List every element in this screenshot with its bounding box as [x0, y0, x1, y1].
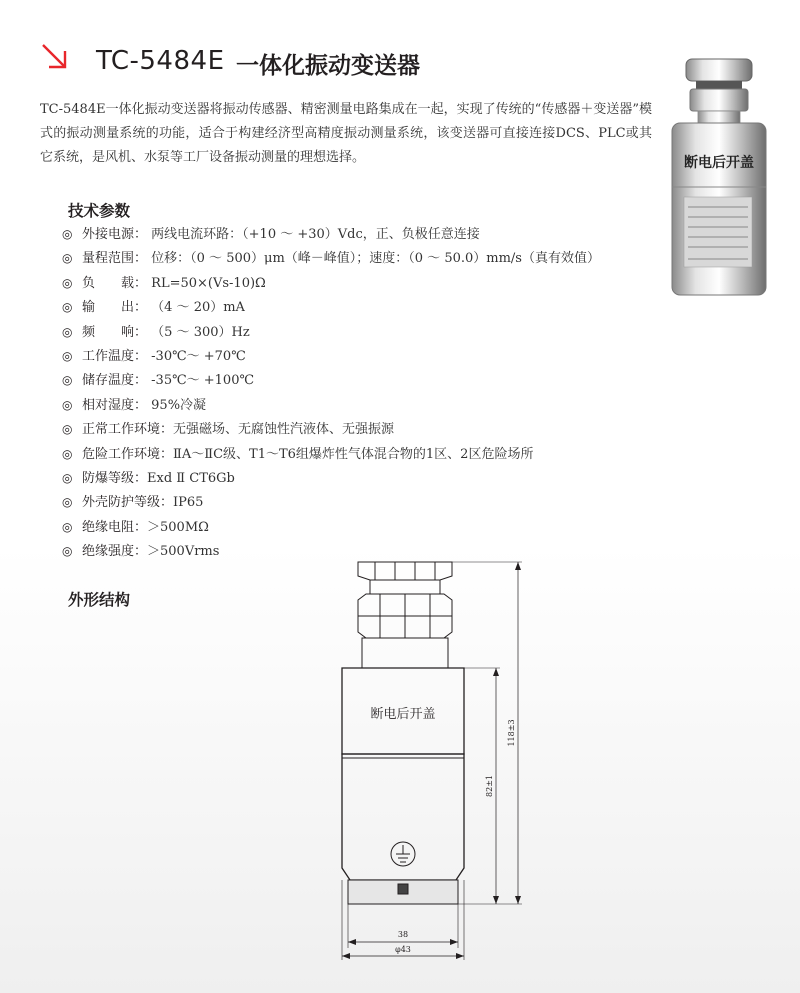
- spec-value: ⅡA～ⅡC级、T1～T6组爆炸性气体混合物的1区、2区危险场所: [173, 446, 534, 462]
- bullet-icon: ◎: [62, 324, 73, 339]
- spec-value: 无强磁场、无腐蚀性汽液体、无强振源: [173, 422, 395, 438]
- spec-item: [62, 466, 682, 490]
- spec-value: 两线电流环路：（+10 ～ +30）Vdc，正、负极任意连接: [151, 227, 480, 242]
- spec-item: [62, 490, 682, 514]
- spec-label: 危险工作环境：: [82, 446, 174, 462]
- dim-diameter-label: φ43: [395, 945, 411, 954]
- spec-item: [62, 222, 682, 246]
- spec-value: ＞500Vrms: [147, 544, 220, 560]
- spec-item: [62, 515, 682, 539]
- spec-value: -35℃～ +100℃: [151, 373, 255, 389]
- bullet-icon: ◎: [62, 470, 73, 485]
- spec-item: [62, 368, 682, 392]
- intro-paragraph: TC-5484E一体化振动变送器将振动传感器、精密测量电路集成在一起，实现了传统的“传感器＋变送器”模式的振动测量系统的功能，适合于构建经济型高精度振动测量系统，该变送器可直接连接DCS、PLC或其它系统，是风机、水泵等工厂设备振动测量的理想选择。: [40, 102, 652, 165]
- dim-base-label: 38: [397, 930, 409, 939]
- spec-label: 外壳防护等级：: [82, 495, 174, 511]
- specs-heading: 技术参数: [68, 202, 131, 220]
- spec-item: [62, 246, 682, 270]
- product-photo: [664, 55, 774, 300]
- spec-label: 防爆等级：: [82, 470, 148, 486]
- bullet-icon: ◎: [62, 275, 73, 290]
- spec-label: 外接电源：: [82, 227, 148, 242]
- product-model: TC-5484E: [96, 46, 225, 76]
- bullet-icon: ◎: [62, 544, 73, 559]
- bullet-icon: ◎: [62, 495, 73, 510]
- spec-value: RL=50×(Vs-10)Ω: [151, 275, 266, 291]
- spec-value: IP65: [173, 495, 204, 511]
- spec-value: -30℃～ +70℃: [151, 348, 246, 364]
- spec-label: 正常工作环境：: [82, 422, 174, 438]
- spec-value: 位移：（0 ～ 500）μm（峰－峰值）；速度：（0 ～ 50.0）mm/s（真有效值）: [151, 251, 600, 267]
- drawing-cap-label: 断电后开盖: [370, 707, 436, 722]
- spec-label: 输 出：: [82, 300, 148, 316]
- bullet-icon: ◎: [62, 300, 73, 315]
- arrow-down-right-icon: [40, 42, 70, 72]
- structure-heading: 外形结构: [68, 591, 131, 609]
- bullet-icon: ◎: [62, 519, 73, 534]
- spec-item: [62, 271, 682, 295]
- bullet-icon: ◎: [62, 227, 73, 241]
- spec-item: [62, 393, 682, 417]
- spec-label: 储存温度：: [82, 373, 148, 389]
- spec-item: [62, 320, 682, 344]
- spec-value: 95%冷凝: [151, 397, 207, 413]
- product-name: 一体化振动变送器: [236, 53, 420, 79]
- spec-value: Exd Ⅱ CT6Gb: [147, 470, 235, 486]
- spec-label: 负 载：: [82, 275, 148, 291]
- spec-label: 绝缘强度：: [82, 544, 148, 560]
- bullet-icon: ◎: [62, 422, 73, 437]
- spec-value: ＞500MΩ: [147, 519, 209, 535]
- outline-drawing: [300, 548, 560, 968]
- spec-item: [62, 344, 682, 368]
- photo-cap-label: 断电后开盖: [684, 155, 754, 171]
- dim-total-label: 118±3: [507, 719, 516, 747]
- spec-label: 量程范围：: [82, 251, 148, 267]
- spec-label: 频 响：: [82, 324, 148, 340]
- bullet-icon: ◎: [62, 397, 73, 412]
- spec-item: [62, 417, 682, 441]
- spec-item: [62, 442, 682, 466]
- bullet-icon: ◎: [62, 251, 73, 266]
- bullet-icon: ◎: [62, 373, 73, 388]
- spec-value: （4 ～ 20）mA: [151, 300, 245, 316]
- spec-item: [62, 295, 682, 319]
- spec-label: 相对湿度：: [82, 397, 148, 413]
- bullet-icon: ◎: [62, 446, 73, 461]
- spec-label: 绝缘电阻：: [82, 519, 148, 535]
- bullet-icon: ◎: [62, 348, 73, 363]
- dim-body-label: 82±1: [485, 775, 494, 797]
- spec-value: （5 ～ 300）Hz: [151, 324, 250, 340]
- spec-label: 工作温度：: [82, 348, 148, 364]
- spec-list: [62, 222, 682, 563]
